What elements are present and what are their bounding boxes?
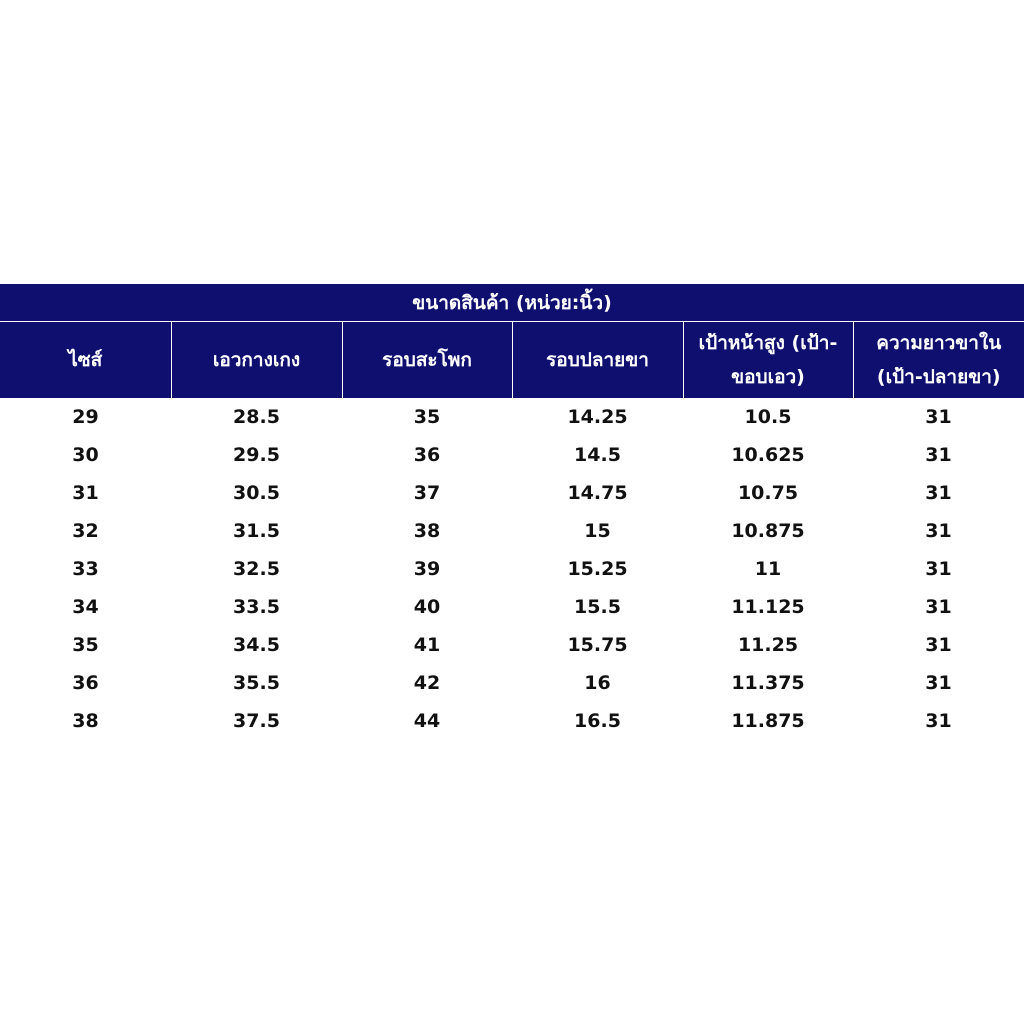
cell-front-rise: 11.875: [731, 709, 805, 732]
header-leg-opening: รอบปลายขา: [512, 322, 683, 398]
table-row: [0, 588, 1024, 626]
cell-inseam: 31: [925, 405, 952, 428]
cell-waist: 31.5: [233, 519, 280, 542]
cell-hip: 40: [413, 595, 441, 618]
cell-size: 34: [72, 595, 99, 618]
table-header-row: [0, 322, 1024, 398]
cell-inseam: 31: [925, 671, 952, 694]
table-row: [0, 398, 1024, 436]
table-title-row: [0, 284, 1024, 322]
cell-inseam: 31: [925, 519, 952, 542]
cell-front-rise: 10.75: [737, 481, 799, 504]
table-row: [0, 626, 1024, 664]
cell-hip: 36: [413, 443, 441, 466]
table-row: [0, 664, 1024, 702]
header-front-rise: เป้าหน้าสูง (เป้า-ขอบเอว): [683, 322, 853, 398]
cell-leg-opening: 15.75: [567, 633, 628, 656]
cell-hip: 38: [413, 519, 441, 542]
cell-inseam: 31: [925, 633, 952, 656]
header-hip: รอบสะโพก: [342, 322, 512, 398]
cell-size: 31: [72, 481, 99, 504]
cell-leg-opening: 16: [584, 671, 611, 694]
table-row: [0, 512, 1024, 550]
cell-front-rise: 10.875: [731, 519, 805, 542]
cell-waist: 32.5: [233, 557, 280, 580]
table-body: [0, 398, 1024, 740]
size-chart-table: [0, 284, 1024, 740]
cell-leg-opening: 14.5: [574, 443, 621, 466]
cell-waist: 34.5: [233, 633, 280, 656]
cell-waist: 28.5: [233, 405, 280, 428]
header-size: ไซส์: [0, 322, 171, 398]
cell-front-rise: 11: [754, 557, 782, 580]
cell-size: 33: [72, 557, 99, 580]
cell-hip: 35: [413, 405, 441, 428]
cell-front-rise: 11.375: [731, 671, 805, 694]
cell-inseam: 31: [925, 709, 952, 732]
cell-size: 36: [72, 671, 99, 694]
cell-leg-opening: 15.25: [567, 557, 628, 580]
cell-front-rise: 11.25: [737, 633, 799, 656]
cell-waist: 29.5: [233, 443, 280, 466]
cell-size: 35: [72, 633, 99, 656]
cell-hip: 44: [413, 709, 441, 732]
cell-size: 38: [72, 709, 99, 732]
cell-inseam: 31: [925, 595, 952, 618]
cell-hip: 37: [413, 481, 441, 504]
cell-front-rise: 10.5: [744, 405, 792, 428]
cell-waist: 35.5: [233, 671, 280, 694]
cell-size: 29: [72, 405, 99, 428]
table-row: [0, 474, 1024, 512]
cell-hip: 39: [413, 557, 441, 580]
table-row: [0, 550, 1024, 588]
cell-leg-opening: 14.25: [567, 405, 628, 428]
cell-waist: 30.5: [233, 481, 280, 504]
table-row: [0, 702, 1024, 740]
cell-leg-opening: 15.5: [574, 595, 621, 618]
cell-leg-opening: 15: [584, 519, 611, 542]
cell-leg-opening: 16.5: [574, 709, 621, 732]
header-inseam: ความยาวขาใน (เป้า-ปลายขา): [853, 322, 1024, 398]
cell-leg-opening: 14.75: [567, 481, 628, 504]
cell-inseam: 31: [925, 557, 952, 580]
table-row: [0, 436, 1024, 474]
table-title: ขนาดสินค้า (หน่วย:นิ้ว): [0, 284, 1024, 322]
cell-waist: 33.5: [233, 595, 280, 618]
cell-size: 32: [72, 519, 99, 542]
cell-hip: 41: [413, 633, 441, 656]
cell-inseam: 31: [925, 443, 952, 466]
cell-front-rise: 11.125: [731, 595, 805, 618]
cell-size: 30: [72, 443, 99, 466]
header-waist: เอวกางเกง: [171, 322, 342, 398]
cell-waist: 37.5: [233, 709, 280, 732]
cell-hip: 42: [413, 671, 441, 694]
cell-front-rise: 10.625: [731, 443, 805, 466]
cell-inseam: 31: [925, 481, 952, 504]
